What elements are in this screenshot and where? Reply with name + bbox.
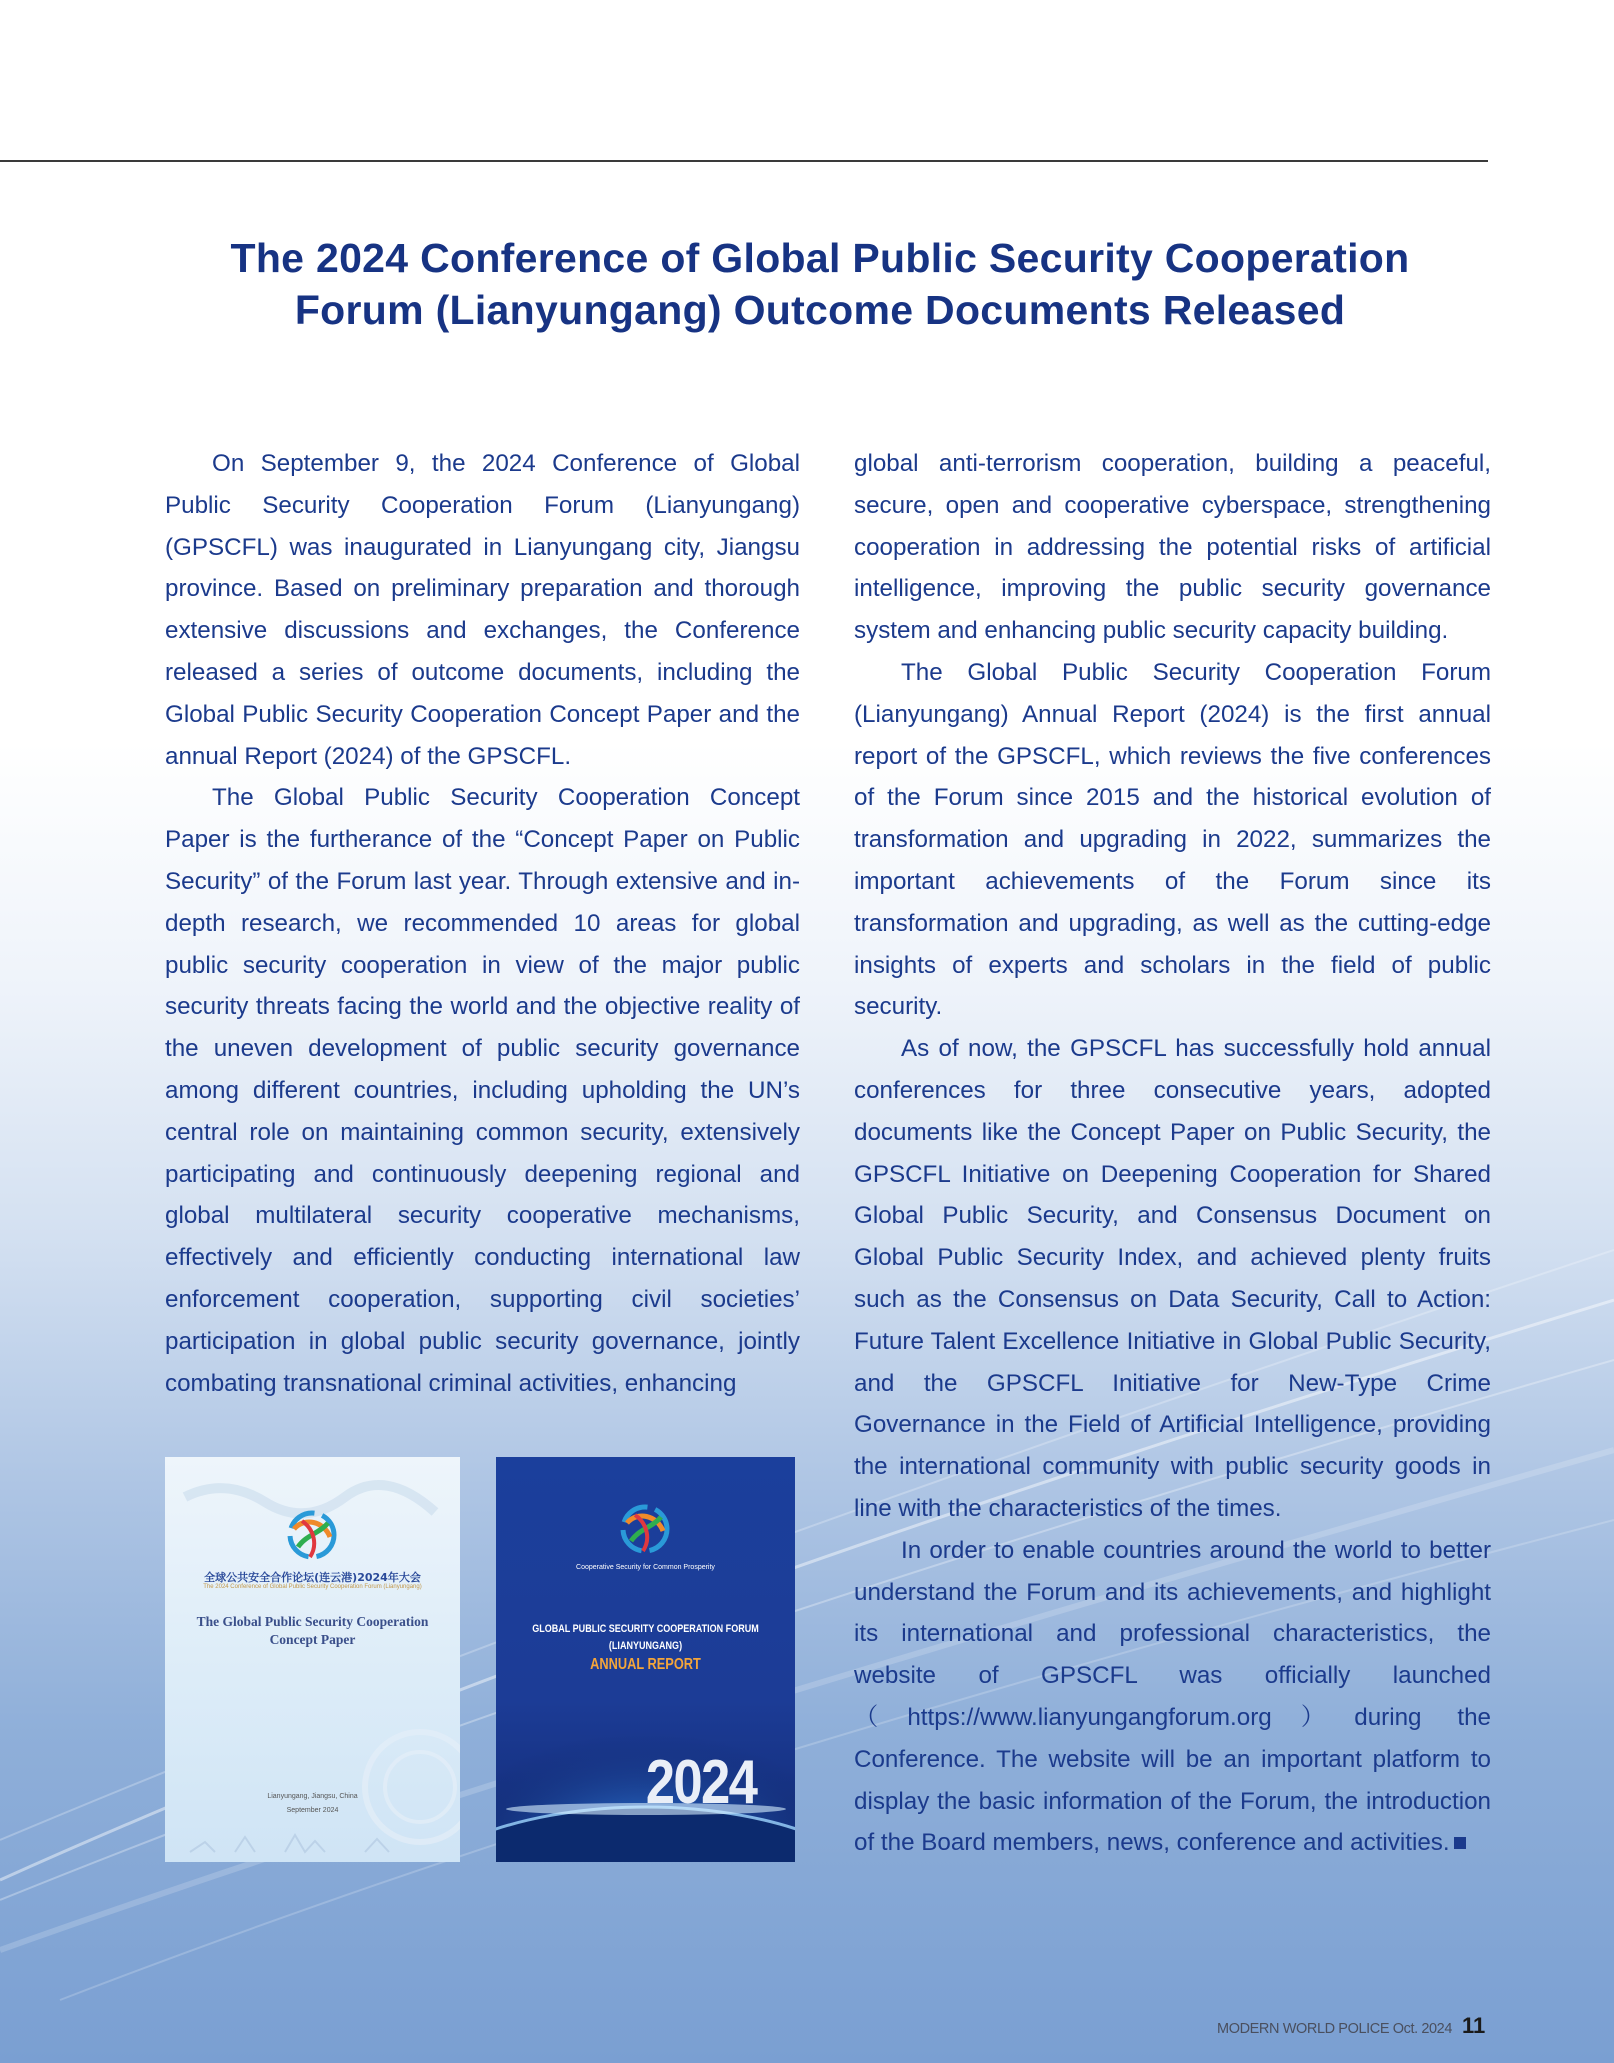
annual-cover-slogan: Cooperative Security for Common Prosperity [576,1564,715,1571]
header-rule [0,160,1488,162]
right-column [854,443,1491,1864]
footer-magazine-issue: MODERN WORLD POLICE Oct. 2024 [1217,2021,1452,2037]
concept-paper-cover [165,1457,460,1862]
concept-cover-date: September 2024 [286,1807,339,1814]
annual-report-cover [496,1457,795,1862]
end-of-article-mark [1454,1837,1466,1849]
paragraph-annual-report: The Global Public Security Cooperation Forum (Lianyungang) Annual Report (2024) is the first annual report of the GPSCFL, which reviews the five conferences of the Forum since 2015 and the historical evolution of transformation and upgrading in 2022, summarizes the important achievements of the Forum since its transformation and upgrading, as well as the cutting-edge insights of experts and scholars in the field of public security. [854,658,1491,1021]
concept-cover-title-line-2: Concept Paper [269,1632,356,1647]
left-column [165,443,800,1404]
concept-cover-title-line-1: The Global Public Security Cooperation [196,1614,429,1629]
annual-cover-report-label: ANNUAL REPORT [590,1656,701,1673]
paragraph-website [854,1530,1491,1864]
paragraph-achievements: As of now, the GPSCFL has successfully hold annual conferences for three consecutive years, adopted documents like the Concept Paper on Public Security, the GPSCFL Initiative on Deepening Cooperation for Shared Global Public Security, and Consensus Document on Global Public Security Index, and achieved plenty fruits such as the Consensus on Data Security, Call to Action: Future Talent Excellence Initiative in Global Public Security, and the GPSCFL Initiative for New-Type Crime Governance in the Field of Artificial Intelligence, providing the international community with public security goods in line with the characteristics of the times. [854,1035,1491,1522]
paragraph-concept-paper-continued: global anti-terrorism cooperation, building a peaceful, secure, open and cooperative cyberspace, strengthening cooperation in addressing the potential risks of artificial intelligence, improving the public security governance system and enhancing public security capacity building. [854,450,1491,645]
concept-cover-title [185,1613,440,1649]
annual-cover-forum-name: GLOBAL PUBLIC SECURITY COOPERATION FORUM [532,1623,759,1635]
concept-cover-place: Lianyungang, Jiangsu, China [267,1793,358,1800]
title-line-2: Forum (Lianyungang) Outcome Documents Released [294,287,1346,333]
paragraph-intro: On September 9, the 2024 Conference of Global Public Security Cooperation Forum (Lianyungang) (GPSCFL) was inaugurated in Lianyungang city, Jiangsu province. Based on preliminary preparation and thorough extensive discussions and exchanges, the Conference released a series of outcome documents, including the Global Public Security Cooperation Concept Paper and the annual Report (2024) of the GPSCFL. [165,450,800,770]
concept-cover-chinese-title: 全球公共安全合作论坛(连云港)2024年大会 [204,1571,421,1584]
page-number: 11 [1462,2013,1486,2038]
annual-forum-logo-icon [617,1501,673,1557]
paragraph-website-text: In order to enable countries around the world to better understand the Forum and its achievements, and highlight its international and professional characteristics, the website of GPSCFL was officially launched（https://www.lianyungangforum.org）during the Conference. The website will be an important platform to display the basic information of the Forum, the introduction of the Board members, news, conference and activities. [854,1536,1491,1857]
annual-cover-year: 2024 [645,1748,757,1817]
article-title [140,232,1500,336]
forum-logo-icon [284,1507,340,1563]
annual-cover-location: (LIANYUNGANG) [608,1640,683,1652]
title-line-1: The 2024 Conference of Global Public Security Cooperation [230,235,1410,281]
concept-cover-english-subtitle: The 2024 Conference of Global Public Security Cooperation Forum (Lianyungang) [203,1584,422,1590]
paragraph-concept-paper: The Global Public Security Cooperation Concept Paper is the furtherance of the “Concept Paper on Public Security” of the Forum last year. Through extensive and in-depth research, we recommended 10 areas for global public security cooperation in view of the major public security threats facing the world and the objective reality of the uneven development of public security governance among different countries, including upholding the UN’s central role on maintaining common security, extensively participating and continuously deepening regional and global multilateral security cooperative mechanisms, effectively and efficiently conducting international law enforcement cooperation, supporting civil societies’ participation in global public security governance, jointly combating transnational criminal activities, enhancing [165,784,800,1397]
